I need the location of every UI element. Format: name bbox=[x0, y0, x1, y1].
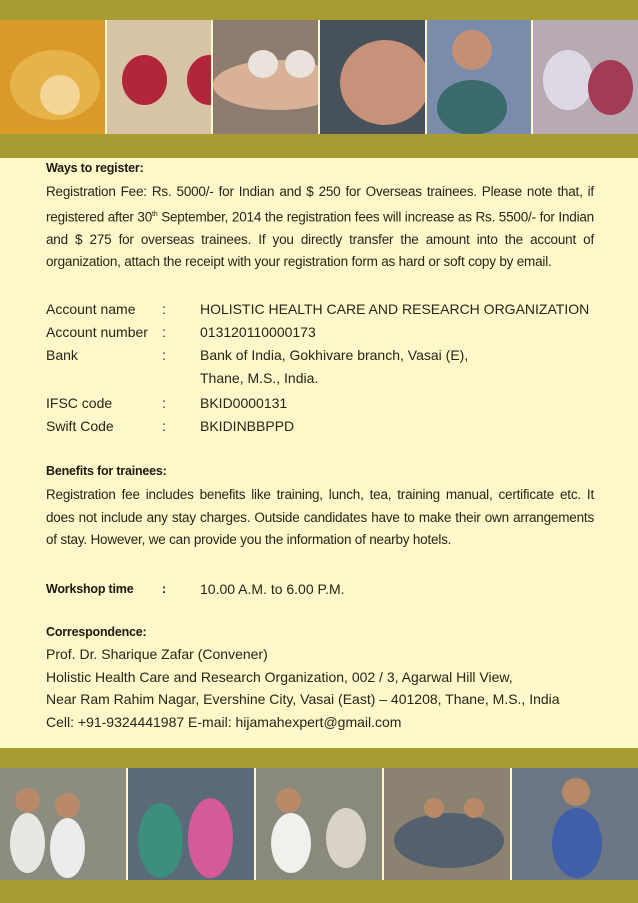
workshop-time-value: 10.00 A.M. to 6.00 P.M. bbox=[200, 581, 345, 597]
ifsc-label: IFSC code bbox=[46, 395, 113, 411]
blood-cups-photo bbox=[533, 20, 638, 134]
cupping-oil-photo bbox=[0, 20, 105, 134]
back-cupping-photo bbox=[213, 20, 318, 134]
facial-needle-photo bbox=[320, 20, 425, 134]
correspondence-section bbox=[46, 625, 594, 733]
organization-address-2: Near Ram Rahim Nagar, Evershine City, Vasai (East) – 401208, Thane, M.S., India bbox=[46, 691, 560, 707]
ways-to-register-heading: Ways to register: bbox=[46, 161, 144, 175]
top-photo-strip bbox=[0, 20, 638, 134]
women-certificate-photo bbox=[128, 768, 254, 880]
organization-address-1: Holistic Health Care and Research Organization, 002 / 3, Agarwal Hill View, bbox=[46, 668, 513, 685]
workshop-section: Workshop time : 10.00 A.M. to 6.00 P.M. bbox=[46, 578, 594, 600]
swift-label: Swift Code bbox=[46, 418, 114, 434]
award-ceremony-photo bbox=[256, 768, 382, 880]
bank-location-value: Thane, M.S., India. bbox=[200, 370, 319, 386]
workshop-time-label: Workshop time bbox=[46, 582, 134, 596]
registration-fee-paragraph: Registration Fee: Rs. 5000/- for Indian and $ 250 for Overseas trainees. Please note that, if registered after 30th September, 2014 the registration fees will increase as Rs. 5500/- for Indian and $ 275 for overseas trainees. If you directly transfer the amount into the account of organization, attach the receipt with your registration form as hard or soft copy by email. bbox=[46, 184, 594, 269]
account-name-label: Account name bbox=[46, 301, 136, 317]
account-name-value: HOLISTIC HEALTH CARE AND RESEARCH ORGANIZATION bbox=[200, 301, 590, 317]
bottom-photo-strip bbox=[0, 768, 638, 880]
bank-value: Bank of India, Gokhivare branch, Vasai (E), bbox=[200, 347, 469, 363]
trainees-classroom-photo bbox=[384, 768, 510, 880]
swift-value: BKIDINBBPPD bbox=[200, 418, 295, 434]
registration-section bbox=[46, 161, 594, 274]
top-band bbox=[0, 0, 638, 20]
account-number-label: Account number bbox=[46, 324, 148, 340]
correspondence-heading: Correspondence: bbox=[46, 625, 147, 639]
lecturer-photo bbox=[512, 768, 638, 880]
account-number-value: 013120110000173 bbox=[200, 324, 316, 340]
doctor-treatment-photo bbox=[427, 20, 532, 134]
certificate-presentation-photo bbox=[0, 768, 126, 880]
benefits-heading: Benefits for trainees: bbox=[46, 464, 167, 478]
account-details: Account name : HOLISTIC HEALTH CARE AND RESEARCH ORGANIZATION Account number : 013120110000173 Bank : Bank of India, Gokhivare branch, Vasai (E), Thane, M.S., India. IFSC code : BKID0000131 Swift Code : BKIDINBBPPD bbox=[46, 298, 594, 438]
benefits-paragraph: Registration fee includes benefits like training, lunch, tea, training manual, certificate etc. It does not include any stay charges. Outside candidates have to make their own arrangements of stay. However, we can provide you the information of nearby hotels. bbox=[46, 487, 594, 547]
contact-info: Cell: +91-9324441987 E-mail: hijamahexpert@gmail.com bbox=[46, 713, 402, 730]
bottom-band bbox=[0, 880, 638, 903]
benefits-section bbox=[46, 464, 594, 552]
ifsc-value: BKID0000131 bbox=[200, 395, 288, 411]
convener-name: Prof. Dr. Sharique Zafar (Convener) bbox=[46, 646, 268, 662]
bank-label: Bank bbox=[46, 347, 78, 363]
lower-divider-band bbox=[0, 748, 638, 768]
cupping-knees-photo bbox=[107, 20, 212, 134]
upper-divider-band bbox=[0, 134, 638, 158]
